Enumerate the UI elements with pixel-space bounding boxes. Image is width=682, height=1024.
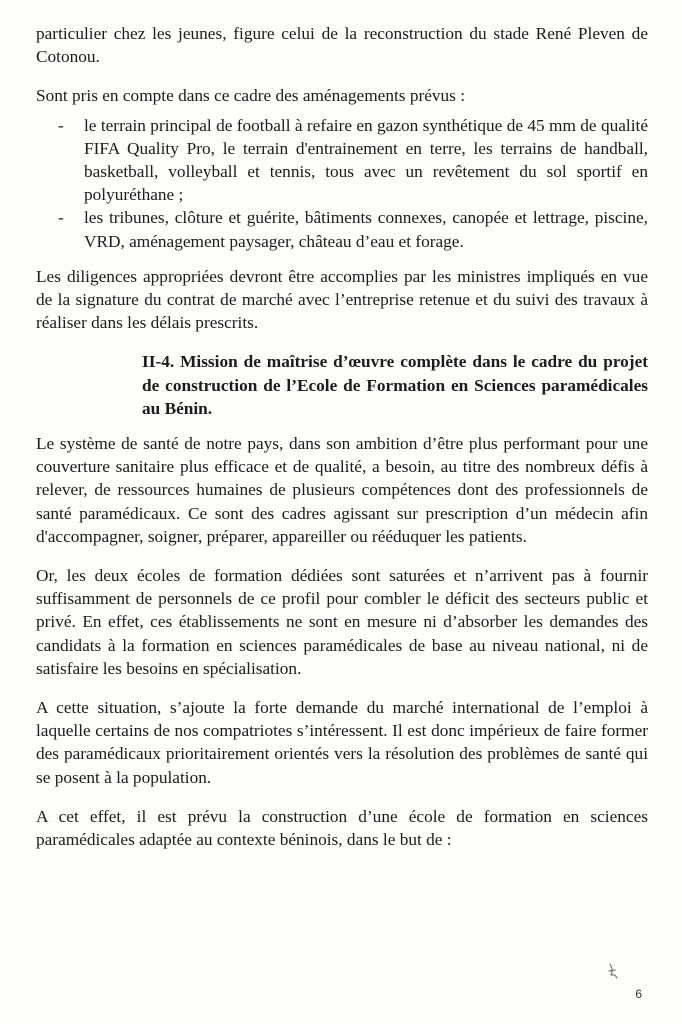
- planned-works-list: [36, 114, 648, 253]
- page-number: 6: [635, 987, 642, 1001]
- list-dash: -: [58, 208, 64, 228]
- paragraph-health-system: Le système de santé de notre pays, dans son ambition d’être plus performant pour une couverture sanitaire plus efficace et de qualité, a besoin, au titre des nombreux défis à relever, de ressources humaines de plusieurs compétences dont des professionnels de santé paramédicaux. Ce sont des cadres agissant sur prescription d’un médecin afin d'accompagner, soigner, préparer, appareiller ou rééduquer les patients.: [36, 434, 648, 546]
- paragraph-diligences: Les diligences appropriées devront être accomplies par les ministres impliqués en vue de la signature du contrat de marché avec l’entreprise retenue et du suivi des travaux à réaliser dans les délais prescrits.: [36, 266, 648, 333]
- paragraph-planned-works: Sont pris en compte dans ce cadre des aménagements prévus :: [36, 86, 466, 106]
- list-dash: -: [58, 115, 64, 135]
- paragraph-schools-saturated: Or, les deux écoles de formation dédiées sont saturées et n’arrivent pas à fournir suffisamment de personnels de ce profil pour combler le déficit des secteurs public et privé. En effet, ces établissements ne sont en mesure ni d’absorber les demandes des candidats à la formation en sciences paramédicales de base au niveau national, ni de satisfaire les besoins en spécialisation.: [36, 566, 648, 678]
- paragraph-stadium-intro: particulier chez les jeunes, figure celui de la reconstruction du stade René Pleven de Cotonou.: [36, 24, 648, 67]
- paragraph-school-construction: A cet effet, il est prévu la construction d’une école de formation en sciences paramédicales adaptée au contexte béninois, dans le but de :: [36, 806, 648, 850]
- list-item: [36, 114, 648, 207]
- handwritten-initial-mark: [607, 962, 619, 980]
- list-item-text: le terrain principal de football à refaire en gazon synthétique de 45 mm de qualité FIFA Quality Pro, le terrain d'entrainement en terre, les terrains de handball, basketball, volleyball et tennis, tous avec un revêtement du sol sportif en polyuréthane ;: [84, 115, 648, 205]
- paragraph-international-demand: A cette situation, s’ajoute la forte demande du marché international de l’emploi à laquelle certains de nos compatriotes s’intéressent. Il est donc impérieux de faire former des paramédicaux prioritairement orientés vers la résolution des problèmes de santé qui se posent à la population.: [36, 698, 648, 787]
- list-item-text: les tribunes, clôture et guérite, bâtiments connexes, canopée et lettrage, piscine, VRD, aménagement paysager, château d’eau et forage.: [84, 208, 648, 251]
- section-heading: II-4. Mission de maîtrise d’œuvre complète dans le cadre du projet de construction de l’Ecole de Formation en Sciences paramédicales au Bénin.: [142, 352, 648, 418]
- document-page: [36, 22, 648, 851]
- list-item: [36, 206, 648, 252]
